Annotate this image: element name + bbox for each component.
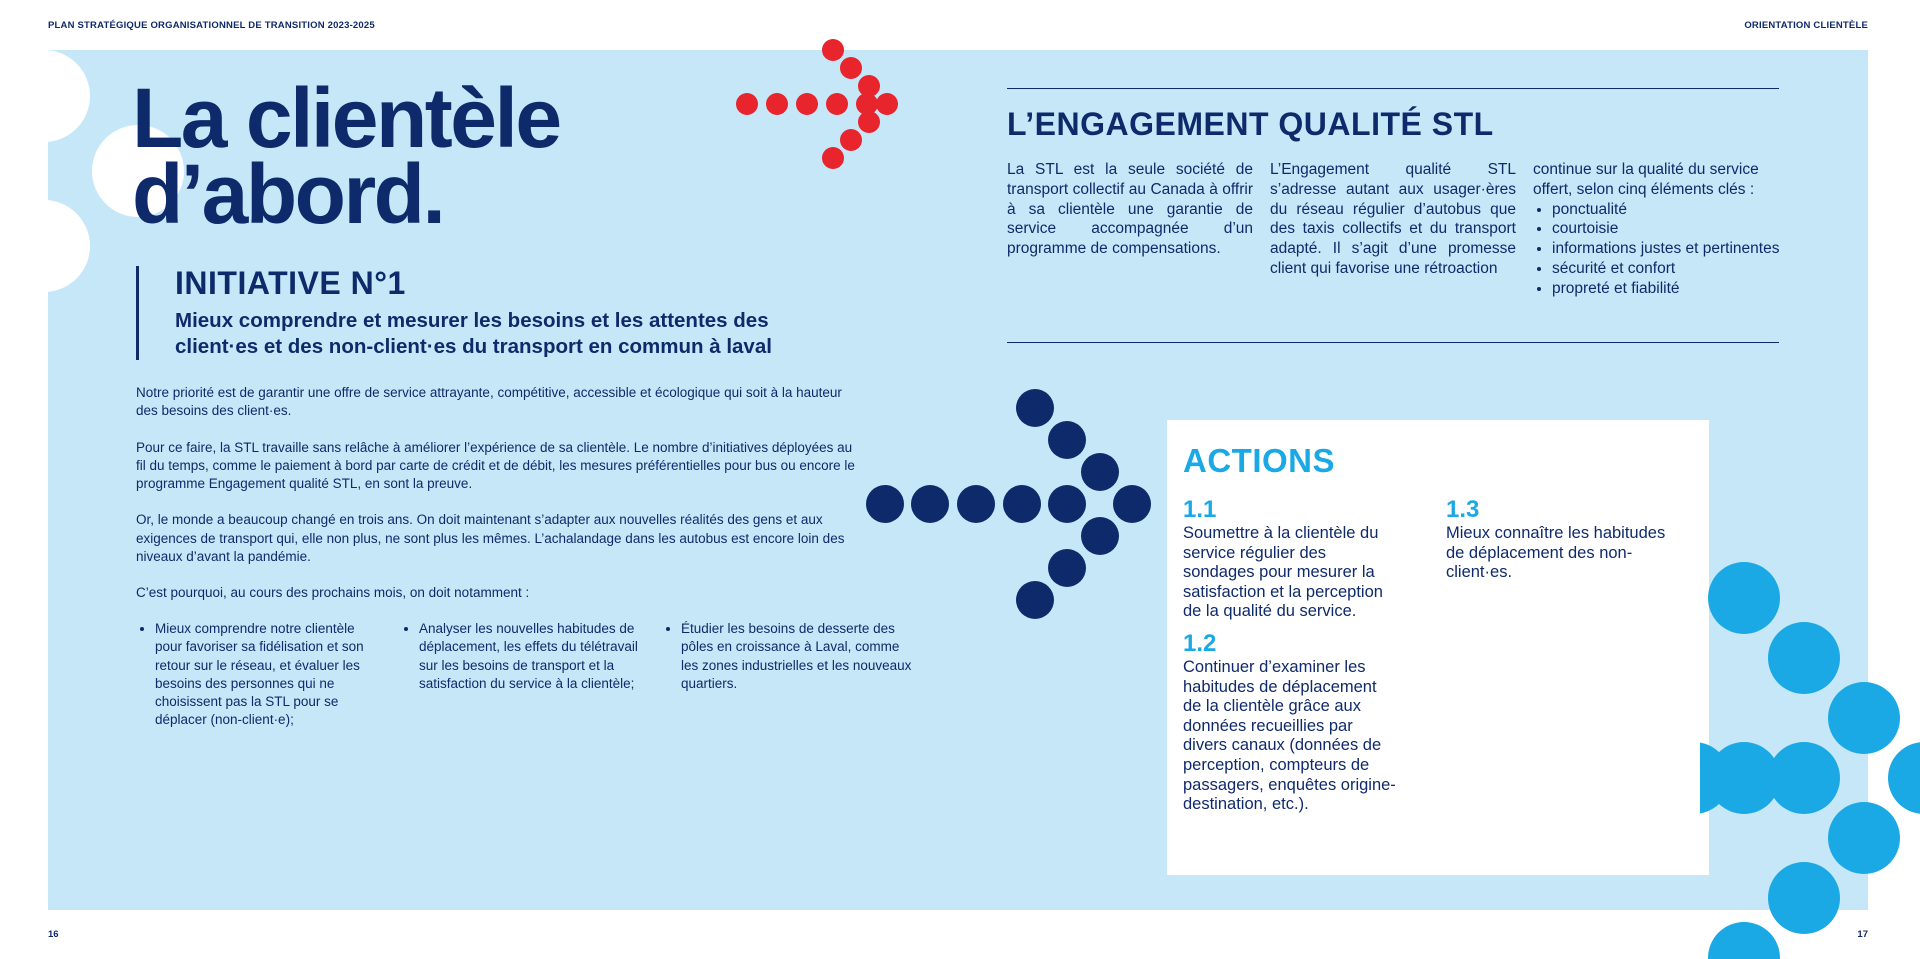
body-paragraph-3: Or, le monde a beaucoup changé en trois ans. On doit maintenant s’adapter aux nouvelles réalités des gens et aux exigences de transport qui, elle non plus, ne sont plus les mêmes. L’achalandage dans les autobus est encore loin des niveaux d’avant la pandémie.	[136, 512, 845, 565]
divider-top	[1007, 88, 1779, 89]
engagement-column-3-intro: continue sur la qualité du service offert, selon cinq éléments clés :	[1533, 161, 1759, 198]
bullet-item: • Analyser les nouvelles habitudes de déplacement, les effets du télétravail sur les besoins de transport et la satisfaction du service à la clientèle;	[419, 620, 639, 693]
action-text: Continuer d’examiner les habitudes de déplacement de la clientèle grâce aux données recueillies par divers canaux (données de perception, compteurs de passagers, enquêtes origine-destination, etc.).	[1183, 658, 1396, 814]
page-number-left: 16	[48, 929, 59, 940]
body-paragraph-4: C’est pourquoi, au cours des prochains mois, on doit notamment :	[136, 585, 530, 601]
headline-line-2: d’abord.	[132, 147, 444, 241]
bullet-item: • Mieux comprendre notre clientèle pour favoriser sa fidélisation et son retour sur le réseau, et évaluer les besoins des personnes qui ne choisissent pas la STL pour se déplacer (non-client·e);	[155, 620, 375, 730]
body-text	[136, 384, 856, 621]
cyan-dot-arrow-icon	[1700, 560, 1920, 959]
engagement-column-2: L’Engagement qualité STL s’adresse autant aux usager·ères du réseau régulier d’autobus que des taxis collectifs et du transport adapté. Il s’agit d’une promesse client qui favorise une rétroaction	[1270, 161, 1516, 277]
bullet-list-1	[136, 620, 375, 730]
engagement-column-1: La STL est la seule société de transport collectif au Canada à offrir à sa clientèle une garantie de service accompagnée d’un programme de compensations.	[1007, 161, 1253, 258]
running-header-left: PLAN STRATÉGIQUE ORGANISATIONNEL DE TRANSITION 2023-2025	[48, 20, 375, 31]
decorative-circle	[48, 200, 90, 292]
action-number: 1.1	[1183, 496, 1217, 523]
key-element-item: • informations justes et pertinentes	[1552, 239, 1793, 259]
action-text: Soumettre à la clientèle du service régulier des sondages pour mesurer la satisfaction et la perception de la qualité du service.	[1183, 524, 1383, 621]
navy-dot-arrow-icon	[860, 385, 1160, 625]
red-dot-arrow-icon	[735, 35, 905, 175]
page-headline	[132, 71, 560, 241]
running-header-right: ORIENTATION CLIENTÈLE	[1744, 20, 1868, 31]
key-element-item: • propreté et fiabilité	[1552, 279, 1793, 299]
actions-card	[1167, 420, 1709, 875]
initiative-subtitle: Mieux comprendre et mesurer les besoins et les attentes des client·es et des non-client·es du transport en commun à laval	[175, 309, 772, 358]
bullet-list-3	[662, 620, 916, 693]
engagement-key-elements	[1533, 200, 1793, 299]
page-number-right: 17	[1857, 929, 1868, 940]
action-text: Mieux connaître les habitudes de déplacement des non-client·es.	[1446, 524, 1666, 582]
divider-bottom	[1007, 342, 1779, 343]
bullet-item: • Étudier les besoins de desserte des pôles en croissance à Laval, comme les zones industrielles et les nouveaux quartiers.	[681, 620, 916, 693]
action-number: 1.2	[1183, 630, 1217, 657]
headline-line-1: La clientèle	[132, 71, 560, 165]
key-element-item: • ponctualité	[1552, 200, 1793, 220]
decorative-circle	[48, 50, 90, 142]
action-number: 1.3	[1446, 496, 1480, 523]
key-element-item: • sécurité et confort	[1552, 259, 1793, 279]
body-paragraph-2: Pour ce faire, la STL travaille sans relâche à améliorer l’expérience de sa clientèle. Le nombre d’initiatives déployées au fil du temps, comme le paiement à bord par carte de crédit et de débit, les mesures préférentielles pour bus ou encore le programme Engagement qualité STL, en sont la preuve.	[136, 439, 855, 492]
initiative-block	[136, 266, 835, 360]
engagement-column-3	[1533, 160, 1793, 299]
actions-title: ACTIONS	[1183, 442, 1335, 479]
initiative-title: INITIATIVE N°1	[175, 265, 406, 301]
engagement-title: L’ENGAGEMENT QUALITÉ STL	[1007, 106, 1494, 142]
body-paragraph-1: Notre priorité est de garantir une offre de service attrayante, compétitive, accessible et écologique qui soit à la hauteur des besoins des client·es.	[136, 385, 842, 419]
bullet-list-2	[400, 620, 639, 693]
key-element-item: • courtoisie	[1552, 219, 1793, 239]
